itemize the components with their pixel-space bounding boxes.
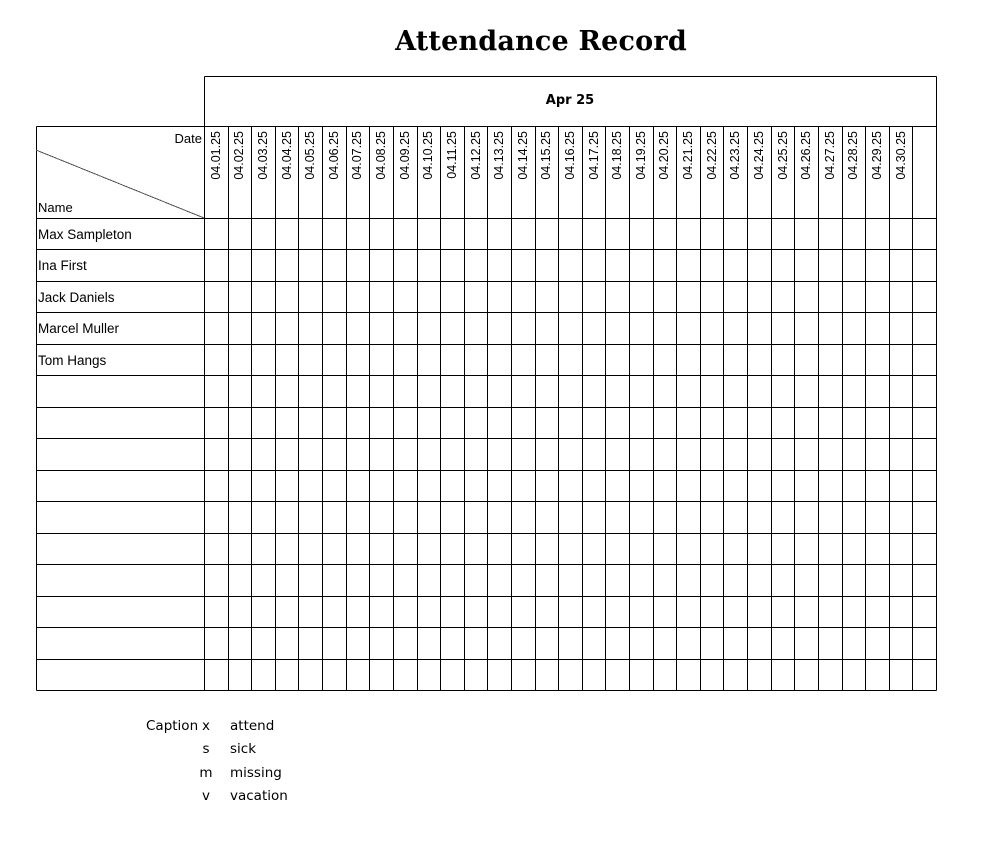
date-label: 04.28.25 — [846, 131, 861, 180]
date-label: 04.29.25 — [869, 131, 884, 180]
date-column-header — [818, 126, 842, 218]
date-column-header — [723, 126, 747, 218]
name-row-label: Tom Hangs — [38, 352, 107, 368]
page-title: Attendance Record — [395, 26, 687, 57]
date-column-header — [393, 126, 417, 218]
date-label: 04.13.25 — [492, 131, 507, 180]
name-row-label: Marcel Muller — [38, 321, 120, 337]
date-column-header — [275, 126, 299, 218]
date-label: 04.03.25 — [256, 131, 271, 180]
name-row-label: Jack Daniels — [38, 289, 115, 305]
date-column-header — [417, 126, 441, 218]
date-label: 04.06.25 — [326, 131, 341, 180]
date-label: 04.12.25 — [468, 131, 483, 180]
date-column-header — [535, 126, 559, 218]
legend-description: missing — [230, 764, 282, 781]
date-label: 04.02.25 — [232, 131, 247, 180]
legend-description: sick — [230, 741, 257, 758]
date-label: 04.09.25 — [397, 131, 412, 180]
date-column-header — [794, 126, 818, 218]
date-column-header — [629, 126, 653, 218]
date-label: 04.26.25 — [799, 131, 814, 180]
legend-code: m — [199, 764, 213, 781]
date-column-header — [204, 126, 228, 218]
date-label: 04.27.25 — [822, 131, 837, 180]
date-column-header — [653, 126, 677, 218]
date-label: 04.17.25 — [586, 131, 601, 180]
legend-code: x — [202, 718, 210, 734]
date-column-header — [464, 126, 488, 218]
date-label: 04.21.25 — [681, 131, 696, 180]
date-column-header — [251, 126, 275, 218]
date-column-header — [298, 126, 322, 218]
name-header-label: Name — [38, 200, 73, 215]
date-column-header — [369, 126, 393, 218]
legend-description: attend — [230, 718, 275, 734]
date-label: 04.23.25 — [728, 131, 743, 180]
date-label: 04.22.25 — [704, 131, 719, 180]
date-column-header — [865, 126, 889, 218]
date-label: 04.14.25 — [515, 131, 530, 180]
date-column-header — [912, 126, 936, 218]
date-column-header — [842, 126, 866, 218]
name-row-label: Max Sampleton — [38, 227, 132, 242]
date-label: 04.10.25 — [421, 131, 436, 180]
date-column-header — [771, 126, 795, 218]
date-column-header — [346, 126, 370, 218]
date-column-header — [228, 126, 252, 218]
date-label: 04.24.25 — [751, 131, 766, 180]
date-column-header — [322, 126, 346, 218]
date-label: 04.11.25 — [444, 131, 459, 179]
date-label: 04.15.25 — [539, 131, 554, 180]
date-label: 04.07.25 — [350, 131, 365, 180]
legend-code: v — [202, 787, 210, 804]
legend-code: s — [202, 741, 210, 758]
date-label: 04.19.25 — [633, 131, 648, 180]
date-label: 04.05.25 — [303, 131, 318, 180]
date-column-header — [747, 126, 771, 218]
date-label: 04.08.25 — [374, 131, 389, 180]
name-row-label: Ina First — [38, 258, 87, 274]
date-column-header — [558, 126, 582, 218]
date-column-header — [605, 126, 629, 218]
month-header: Apr 25 — [545, 93, 595, 108]
date-column-header — [676, 126, 700, 218]
date-column-header — [440, 126, 464, 218]
date-column-header — [511, 126, 535, 218]
date-label: 04.04.25 — [279, 131, 294, 180]
date-column-header — [582, 126, 606, 218]
date-column-header — [700, 126, 724, 218]
date-label: 04.18.25 — [610, 131, 625, 180]
date-column-header — [889, 126, 913, 218]
date-label: 04.30.25 — [893, 131, 908, 180]
legend-description: vacation — [230, 787, 288, 804]
date-header-label: Date — [174, 131, 202, 146]
date-label: 04.20.25 — [657, 131, 672, 180]
date-label: 04.01.25 — [208, 131, 223, 180]
legend-caption: Caption — [146, 718, 199, 734]
date-column-header — [487, 126, 511, 218]
date-label: 04.16.25 — [562, 131, 577, 180]
date-label: 04.25.25 — [775, 131, 790, 180]
